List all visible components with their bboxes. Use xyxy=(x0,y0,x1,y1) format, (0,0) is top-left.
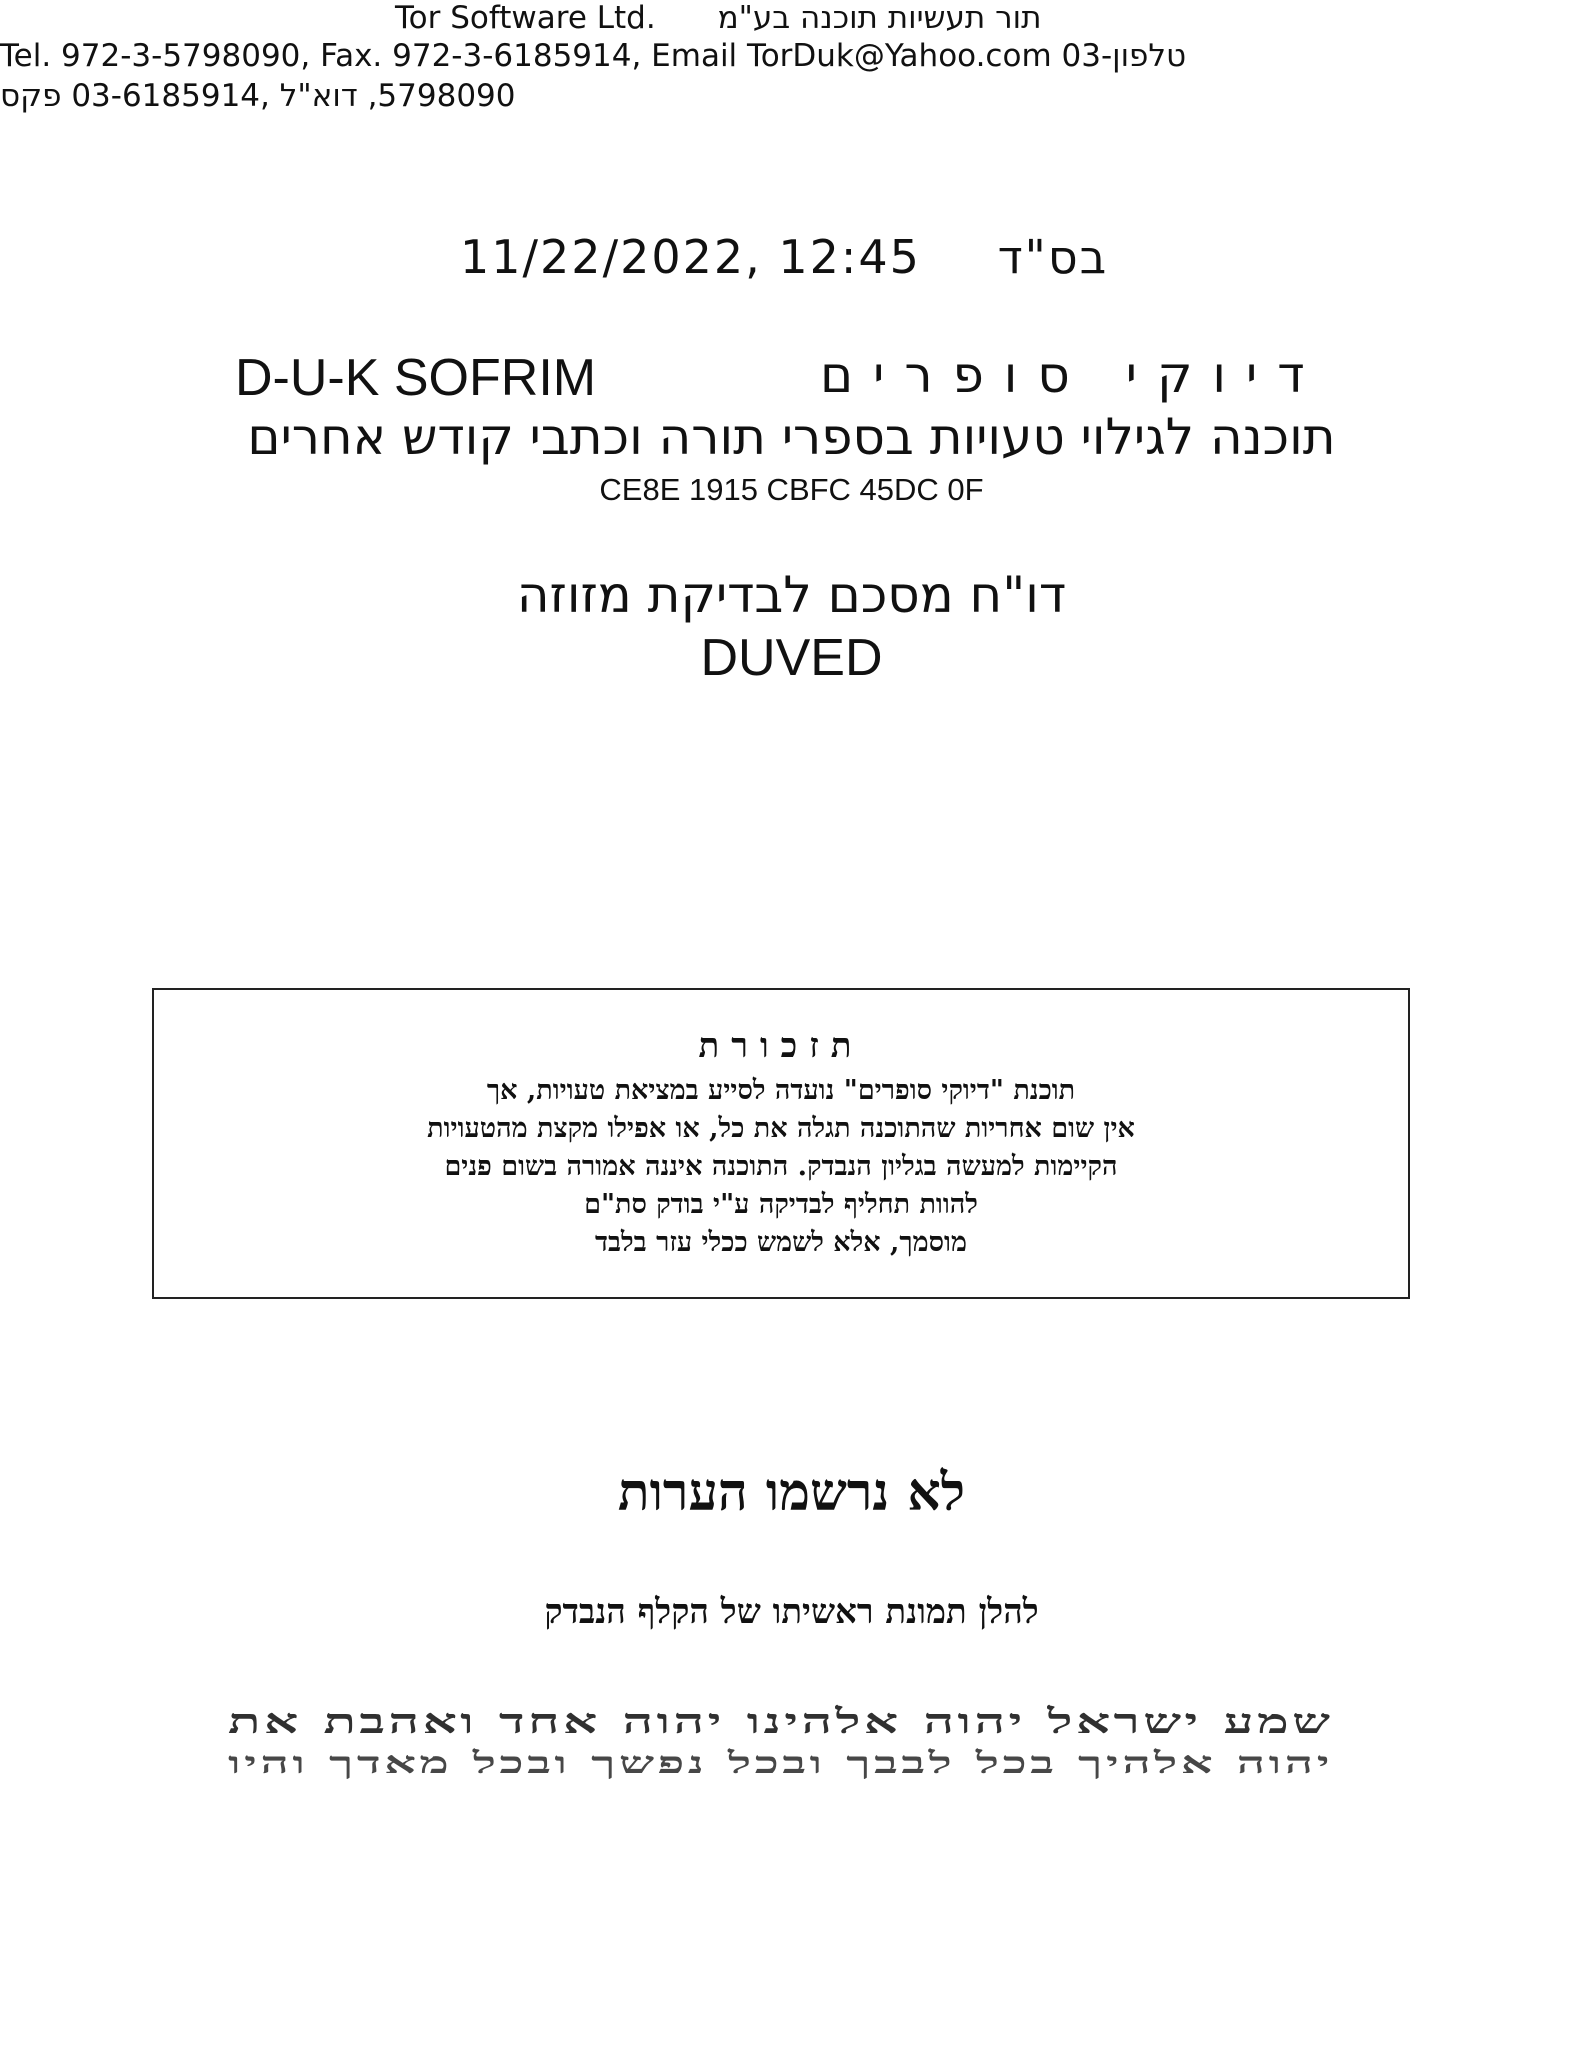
reminder-line: מוסמך, אלא לשמש ככלי עזר בלבד xyxy=(595,1227,967,1258)
reminder-line: תוכנת "דיוקי סופרים" נועדה לסייע במציאת טעויות, אך xyxy=(486,1075,1076,1106)
report-title-en: DUVED xyxy=(700,629,883,687)
reminder-body xyxy=(154,1072,1408,1262)
product-name-en: D-U-K SOFRIM xyxy=(235,349,597,407)
report-datetime: 11/22/2022, 12:45 xyxy=(460,230,921,284)
serial-number: CE8E 1915 CBFC 45DC 0F xyxy=(599,472,984,507)
parchment-scan-image xyxy=(228,1702,1333,1792)
contact-line-2: 5798090, דוא"ל ,03-6185914 פקס xyxy=(0,78,516,114)
report-title-he: דו"ח מסכם לבדיקת מזוזה xyxy=(516,566,1067,624)
image-caption: להלן תמונת ראשיתו של הקלף הנבדק xyxy=(544,1592,1039,1632)
company-header xyxy=(395,0,1041,36)
company-name-en: Tor Software Ltd. xyxy=(395,0,656,36)
reminder-line: אין שום אחריות שהתוכנה תגלה את כל, או אפילו מקצת מהטעויות xyxy=(427,1113,1135,1144)
contact-line: Tel. 972-3-5798090, Fax. 972-3-6185914, Email TorDuk@Yahoo.com 03-טלפון xyxy=(0,38,1187,74)
parchment-line: יהוה אלהיך בכל לבבך ובכל נפשך ובכל מאדך והיו xyxy=(227,1746,1333,1781)
company-name-he: תור תעשיות תוכנה בע"מ xyxy=(717,0,1042,36)
reminder-line: הקיימות למעשה בגליון הנבדק. התוכנה איננה אמורה בשום פנים xyxy=(444,1151,1118,1182)
no-notes-result: לא נרשמו הערות xyxy=(617,1462,966,1523)
bsd-mark: בס"ד xyxy=(997,230,1109,284)
reminder-line: להוות תחליף לבדיקה ע"י בודק סת"ם xyxy=(584,1189,978,1220)
parchment-line: שמע ישראל יהוה אלהינו יהוה אחד ואהבת את xyxy=(227,1702,1333,1742)
date-line xyxy=(460,230,1108,284)
product-name-he: דיוקי סופרים xyxy=(820,346,1325,404)
product-subtitle: תוכנה לגילוי טעויות בספרי תורה וכתבי קודש אחרים xyxy=(247,408,1336,466)
reminder-title: תזכורת xyxy=(698,1026,864,1066)
reminder-box xyxy=(152,988,1410,1299)
